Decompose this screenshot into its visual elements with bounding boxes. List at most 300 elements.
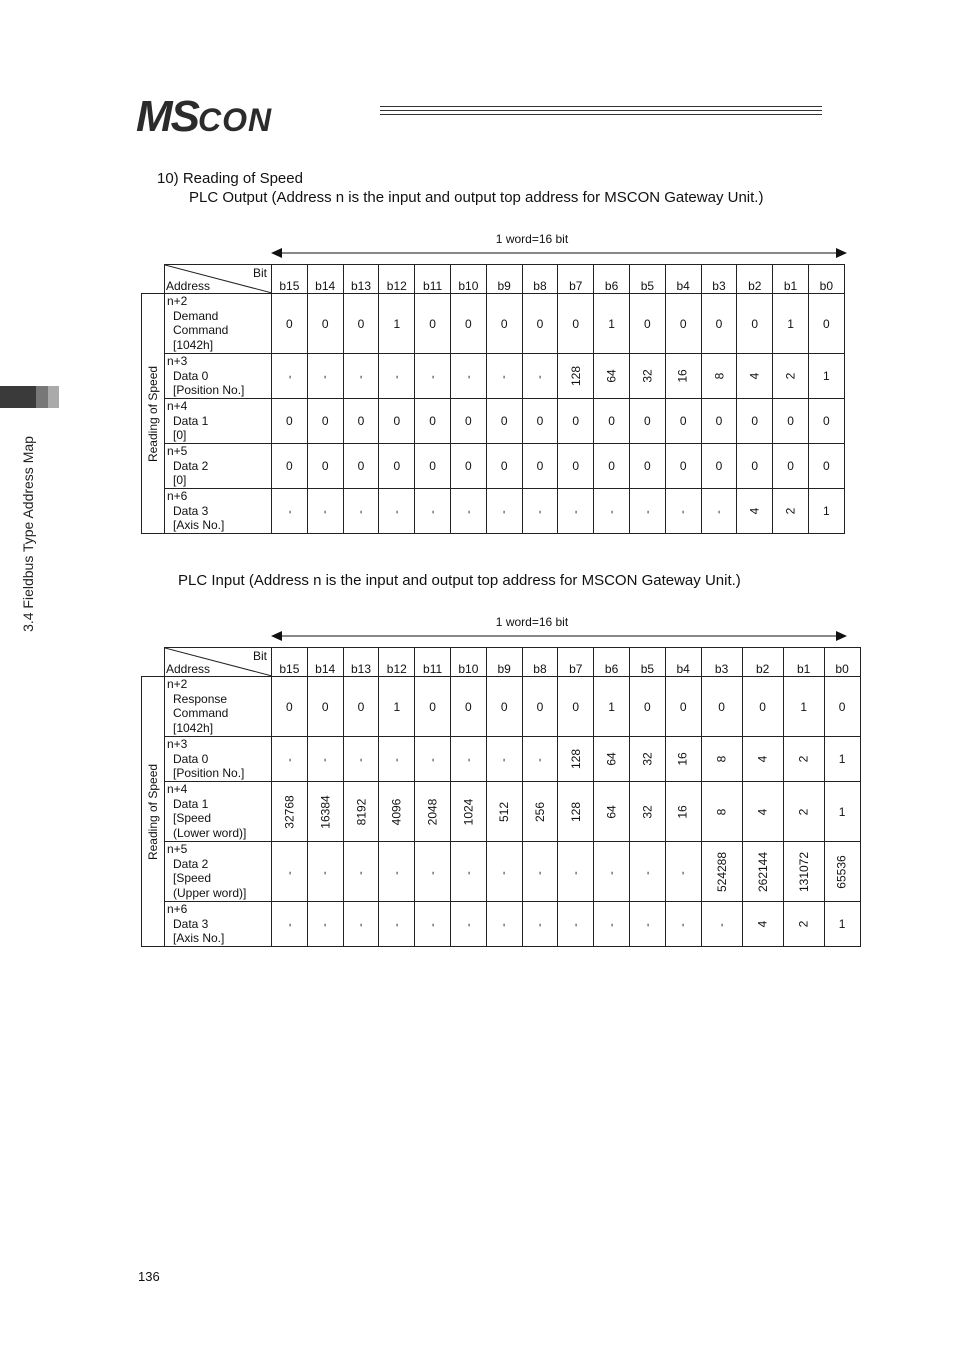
bit-cell — [594, 677, 630, 737]
address-line: n+3 — [167, 354, 188, 368]
bit-cell — [450, 782, 486, 842]
side-tab-label: 3.4 Fieldbus Type Address Map — [20, 436, 36, 632]
bit-value: - — [390, 375, 403, 379]
bit-cell — [737, 489, 773, 534]
address-line: Data 1 — [173, 413, 209, 428]
address-line: (Upper word)] — [173, 885, 247, 900]
bit-cell — [558, 489, 594, 534]
address-cell — [165, 737, 272, 782]
address-line: Demand — [173, 308, 219, 323]
bit-cell — [701, 782, 742, 842]
address-line: Command — [173, 323, 229, 338]
bit-header-b0: b0 — [824, 648, 860, 677]
bit-cell — [594, 782, 630, 842]
output-caption: PLC Output (Address n is the input and output top address for MSCON Gateway Unit.) — [189, 189, 764, 206]
bit-cell — [701, 842, 742, 902]
bit-cell — [742, 842, 783, 902]
bit-cell — [343, 399, 379, 444]
bit-value: - — [426, 375, 439, 379]
bit-value: 4 — [755, 808, 770, 815]
bit-header-b15: b15 — [272, 265, 308, 294]
bit-cell — [486, 737, 522, 782]
bit-value: 1 — [787, 316, 794, 331]
bit-cell — [272, 294, 308, 354]
bit-value: - — [354, 510, 367, 514]
bit-cell — [742, 902, 783, 947]
address-line: n+2 — [167, 677, 188, 691]
bit-value: 8 — [714, 808, 729, 815]
bit-cell — [594, 354, 630, 399]
bit-value: 2 — [796, 755, 811, 763]
bit-value: 0 — [429, 414, 436, 428]
address-line: [Axis No.] — [173, 931, 225, 946]
bit-cell — [307, 902, 343, 947]
address-line: Response — [173, 691, 228, 706]
address-line: Data 0 — [173, 368, 209, 383]
bit-value: - — [641, 870, 654, 875]
bit-cell — [379, 842, 415, 902]
bit-cell — [629, 842, 665, 902]
bit-value: 1 — [838, 917, 846, 931]
bit-value: - — [605, 510, 618, 514]
bit-value: 4 — [747, 372, 762, 380]
bit-value: 1 — [393, 316, 401, 331]
bit-cell — [379, 737, 415, 782]
bit-value: 4 — [755, 920, 770, 928]
address-cell — [165, 489, 272, 534]
address-cell — [165, 782, 272, 842]
bit-cell — [629, 399, 665, 444]
bit-value: 1 — [608, 699, 615, 714]
bit-value: 0 — [321, 459, 329, 473]
bit-value: 0 — [286, 699, 293, 714]
bit-value: - — [641, 923, 654, 927]
input-caption: PLC Input (Address n is the input and output top address for MSCON Gateway Unit.) — [178, 572, 741, 589]
bit-cell — [450, 842, 486, 902]
bit-value: 0 — [321, 699, 329, 714]
bit-cell — [665, 444, 701, 489]
bit-cell — [415, 842, 451, 902]
bit-cell — [343, 354, 379, 399]
bit-value: 0 — [644, 699, 651, 714]
address-line: [Speed — [173, 871, 212, 886]
address-label: Address — [166, 279, 211, 293]
bit-header-b7: b7 — [558, 265, 594, 294]
bit-label: Bit — [252, 649, 267, 663]
bit-cell — [307, 782, 343, 842]
bit-cell — [272, 677, 308, 737]
bit-cell — [307, 444, 343, 489]
header-row — [142, 265, 845, 294]
bit-cell — [307, 294, 343, 354]
bit-cell — [824, 737, 860, 782]
bit-cell — [701, 677, 742, 737]
bit-cell — [665, 677, 701, 737]
bit-value: - — [283, 510, 296, 514]
bit-value: 8 — [711, 372, 726, 380]
address-line: n+6 — [167, 902, 188, 916]
address-line: Data 1 — [173, 796, 209, 811]
bit-header-b6: b6 — [594, 648, 630, 677]
bit-value: - — [390, 510, 403, 514]
bit-cell — [307, 842, 343, 902]
bit-value: 0 — [465, 316, 472, 331]
bit-cell — [629, 677, 665, 737]
bit-value: 0 — [572, 459, 580, 473]
bit-cell — [558, 354, 594, 399]
bit-cell — [629, 354, 665, 399]
bit-header-b14: b14 — [307, 648, 343, 677]
bit-cell — [773, 354, 809, 399]
bit-header-b9: b9 — [486, 265, 522, 294]
bit-value: - — [283, 870, 296, 875]
bit-header-b5: b5 — [629, 648, 665, 677]
bit-value: 16 — [676, 804, 691, 819]
bit-cell — [665, 842, 701, 902]
bit-value: - — [641, 510, 654, 514]
bit-cell — [522, 354, 558, 399]
bit-cell — [272, 444, 308, 489]
bit-cell — [594, 737, 630, 782]
bit-cell — [701, 737, 742, 782]
address-line: [Position No.] — [173, 383, 245, 398]
bit-cell — [808, 444, 844, 489]
bit-cell — [379, 399, 415, 444]
table-row — [142, 782, 861, 842]
bit-cell — [522, 399, 558, 444]
bit-cell — [307, 489, 343, 534]
group-label: Reading of Speed — [146, 365, 160, 462]
bit-header-b11: b11 — [415, 265, 451, 294]
bit-cell — [486, 677, 522, 737]
bit-cell — [415, 444, 451, 489]
bit-value: 1 — [800, 699, 808, 714]
address-line: [Axis No.] — [173, 518, 225, 533]
bit-value: 32 — [640, 804, 655, 819]
blank-cell — [142, 265, 165, 294]
bit-value: 0 — [429, 699, 436, 714]
bit-cell — [415, 294, 451, 354]
bit-value: 0 — [679, 316, 687, 331]
address-line: [0] — [173, 473, 187, 488]
bit-header-b11: b11 — [415, 648, 451, 677]
bit-value: - — [354, 923, 367, 927]
bit-header-b10: b10 — [450, 648, 486, 677]
address-cell — [165, 444, 272, 489]
bit-value: 1 — [393, 699, 401, 714]
bit-header-b5: b5 — [629, 265, 665, 294]
bit-cell — [415, 782, 451, 842]
bit-header-b7: b7 — [558, 648, 594, 677]
bit-value: 262144 — [755, 851, 770, 892]
bit-value: 0 — [823, 459, 830, 473]
bit-cell — [522, 782, 558, 842]
bit-cell — [742, 677, 783, 737]
word-width-arrow — [271, 247, 847, 259]
address-label: Address — [166, 662, 211, 676]
bit-value: 0 — [823, 316, 830, 331]
bit-value: - — [569, 870, 582, 875]
bit-cell — [701, 399, 737, 444]
bit-cell — [415, 399, 451, 444]
bit-value: 128 — [568, 748, 583, 770]
bit-header-b3: b3 — [701, 265, 737, 294]
corner-header-cell — [165, 648, 272, 677]
bit-value: - — [605, 870, 618, 875]
bit-value: 2 — [796, 808, 811, 815]
bit-value: 2 — [783, 507, 798, 515]
page-number: 136 — [138, 1269, 160, 1284]
bit-cell — [629, 489, 665, 534]
address-line: n+6 — [167, 489, 188, 503]
bit-value: 0 — [357, 699, 365, 714]
bit-value: 4 — [747, 507, 762, 515]
bit-cell — [415, 737, 451, 782]
bit-value: 1 — [823, 504, 830, 518]
bit-header-b12: b12 — [379, 265, 415, 294]
bit-value: 0 — [500, 414, 508, 428]
address-line: n+5 — [167, 444, 188, 458]
bit-cell — [665, 902, 701, 947]
bit-cell — [558, 902, 594, 947]
bit-cell — [737, 354, 773, 399]
word-label: 1 word=16 bit — [495, 232, 569, 246]
bit-header-b9: b9 — [486, 648, 522, 677]
address-line: Data 2 — [173, 458, 209, 473]
bit-value: - — [390, 870, 403, 875]
bit-value: 2048 — [425, 798, 440, 825]
bit-value: 0 — [838, 699, 846, 714]
mscon-logo — [136, 92, 272, 140]
bit-value: - — [677, 870, 690, 875]
header-rule — [380, 106, 822, 107]
address-line: [1042h] — [173, 337, 214, 352]
bit-cell — [594, 842, 630, 902]
bit-value: - — [533, 375, 546, 379]
bit-cell — [737, 444, 773, 489]
bit-value: - — [319, 510, 332, 514]
bit-cell — [629, 294, 665, 354]
bit-cell — [665, 399, 701, 444]
bit-value: 0 — [500, 459, 508, 473]
bit-value: - — [426, 923, 439, 927]
bit-value: 0 — [321, 414, 329, 428]
bit-value: 0 — [608, 414, 615, 428]
address-line: n+4 — [167, 399, 188, 413]
side-tab-marker — [0, 386, 36, 408]
bit-value: - — [569, 510, 582, 514]
bit-cell — [450, 489, 486, 534]
bit-cell — [486, 354, 522, 399]
bit-cell — [783, 902, 824, 947]
bit-cell — [272, 842, 308, 902]
bit-value: 0 — [644, 316, 651, 331]
bit-value: - — [498, 758, 511, 762]
bit-cell — [486, 782, 522, 842]
address-line: (Lower word)] — [173, 825, 247, 840]
section-title: 10) Reading of Speed — [157, 170, 303, 187]
bit-cell — [450, 902, 486, 947]
bit-value: 64 — [604, 804, 619, 819]
bit-cell — [773, 399, 809, 444]
bit-cell — [665, 782, 701, 842]
bit-value: 256 — [532, 801, 547, 822]
bit-cell — [742, 737, 783, 782]
bit-header-b4: b4 — [665, 648, 701, 677]
bit-value: 0 — [787, 459, 794, 473]
table-row — [142, 842, 861, 902]
bit-cell — [450, 354, 486, 399]
bit-header-b12: b12 — [379, 648, 415, 677]
bit-value: 0 — [823, 414, 830, 428]
bit-value: 0 — [715, 316, 723, 331]
bit-cell — [522, 489, 558, 534]
header-rule — [380, 114, 822, 115]
bit-cell — [272, 489, 308, 534]
address-line: Data 2 — [173, 856, 209, 871]
side-tab-marker — [48, 386, 59, 408]
address-line: n+4 — [167, 782, 188, 796]
word-label: 1 word=16 bit — [495, 615, 569, 629]
bit-value: - — [498, 923, 511, 927]
bit-cell — [307, 354, 343, 399]
bit-value: - — [354, 758, 367, 762]
bit-cell — [783, 737, 824, 782]
bit-cell — [415, 489, 451, 534]
bit-value: 0 — [465, 699, 472, 714]
logo-text-con: CON — [198, 102, 273, 138]
address-line: Data 3 — [173, 503, 209, 518]
bit-value: 0 — [679, 459, 687, 473]
bit-value: 0 — [759, 699, 766, 714]
address-line: n+3 — [167, 737, 188, 751]
bit-value: 8 — [714, 755, 729, 763]
bit-value: - — [319, 923, 332, 927]
bit-value: 0 — [286, 316, 293, 331]
bit-cell — [773, 444, 809, 489]
bit-value: 1 — [608, 316, 615, 331]
bit-cell — [415, 902, 451, 947]
bit-cell — [307, 737, 343, 782]
bit-value: 0 — [718, 699, 725, 714]
bit-value: 0 — [679, 414, 687, 428]
bit-header-b15: b15 — [272, 648, 308, 677]
group-label-cell — [142, 294, 165, 534]
bit-cell — [773, 294, 809, 354]
bit-cell — [701, 294, 737, 354]
bit-value: 512 — [497, 801, 512, 822]
bit-cell — [343, 489, 379, 534]
address-line: Command — [173, 706, 229, 721]
bit-value: - — [426, 758, 439, 762]
bit-value: 0 — [751, 459, 759, 473]
bit-value: 0 — [536, 699, 544, 714]
bit-cell — [379, 354, 415, 399]
bit-cell — [450, 677, 486, 737]
bit-cell — [450, 444, 486, 489]
bit-value: - — [390, 758, 403, 762]
bit-value: 32768 — [282, 794, 297, 829]
bit-value: - — [605, 923, 618, 927]
bit-cell — [307, 677, 343, 737]
bit-value: 4096 — [389, 798, 404, 825]
plc-input-table — [141, 647, 861, 947]
bit-cell — [594, 489, 630, 534]
bit-value: 0 — [286, 459, 293, 473]
bit-cell — [379, 782, 415, 842]
bit-cell — [594, 399, 630, 444]
bit-cell — [824, 782, 860, 842]
bit-cell — [307, 399, 343, 444]
bit-value: 0 — [536, 459, 544, 473]
bit-cell — [272, 782, 308, 842]
table-row — [142, 902, 861, 947]
bit-cell — [486, 444, 522, 489]
corner-header-cell — [165, 265, 272, 294]
bit-cell — [629, 444, 665, 489]
bit-value: 0 — [429, 459, 436, 473]
bit-header-b14: b14 — [307, 265, 343, 294]
bit-cell — [665, 354, 701, 399]
bit-value: - — [426, 870, 439, 875]
bit-value: 1024 — [461, 798, 476, 825]
bit-value: 0 — [751, 316, 759, 331]
bit-cell — [558, 842, 594, 902]
bit-value: 0 — [465, 459, 472, 473]
table-row — [142, 294, 845, 354]
bit-cell — [773, 489, 809, 534]
bit-cell — [701, 354, 737, 399]
bit-value: - — [462, 375, 475, 379]
bit-cell — [665, 294, 701, 354]
bit-value: 0 — [679, 699, 687, 714]
bit-value: 64 — [604, 369, 619, 383]
address-line: n+2 — [167, 294, 188, 308]
bit-cell — [808, 294, 844, 354]
bit-cell — [824, 842, 860, 902]
bit-value: - — [283, 375, 296, 379]
group-label: Reading of Speed — [146, 763, 160, 860]
bit-value: 0 — [572, 414, 580, 428]
side-tab-marker — [36, 386, 48, 408]
bit-header-b4: b4 — [665, 265, 701, 294]
bit-value: - — [533, 510, 546, 514]
bit-cell — [379, 677, 415, 737]
bit-cell — [343, 902, 379, 947]
bit-header-b3: b3 — [701, 648, 742, 677]
address-line: [1042h] — [173, 720, 214, 735]
bit-cell — [594, 444, 630, 489]
bit-value: 0 — [644, 414, 651, 428]
bit-value: 524288 — [714, 851, 729, 892]
table-row — [142, 354, 845, 399]
bit-value: 65536 — [835, 854, 850, 889]
bit-label: Bit — [252, 266, 267, 280]
bit-value: - — [319, 870, 332, 875]
logo-text-ms: MS — [136, 92, 198, 141]
address-cell — [165, 399, 272, 444]
bit-value: 0 — [321, 316, 329, 331]
bit-cell — [808, 354, 844, 399]
bit-cell — [343, 842, 379, 902]
bit-cell — [379, 902, 415, 947]
bit-header-b13: b13 — [343, 648, 379, 677]
bit-cell — [594, 294, 630, 354]
bit-value: 0 — [608, 459, 615, 473]
bit-cell — [522, 902, 558, 947]
bit-cell — [450, 294, 486, 354]
bit-cell — [272, 737, 308, 782]
